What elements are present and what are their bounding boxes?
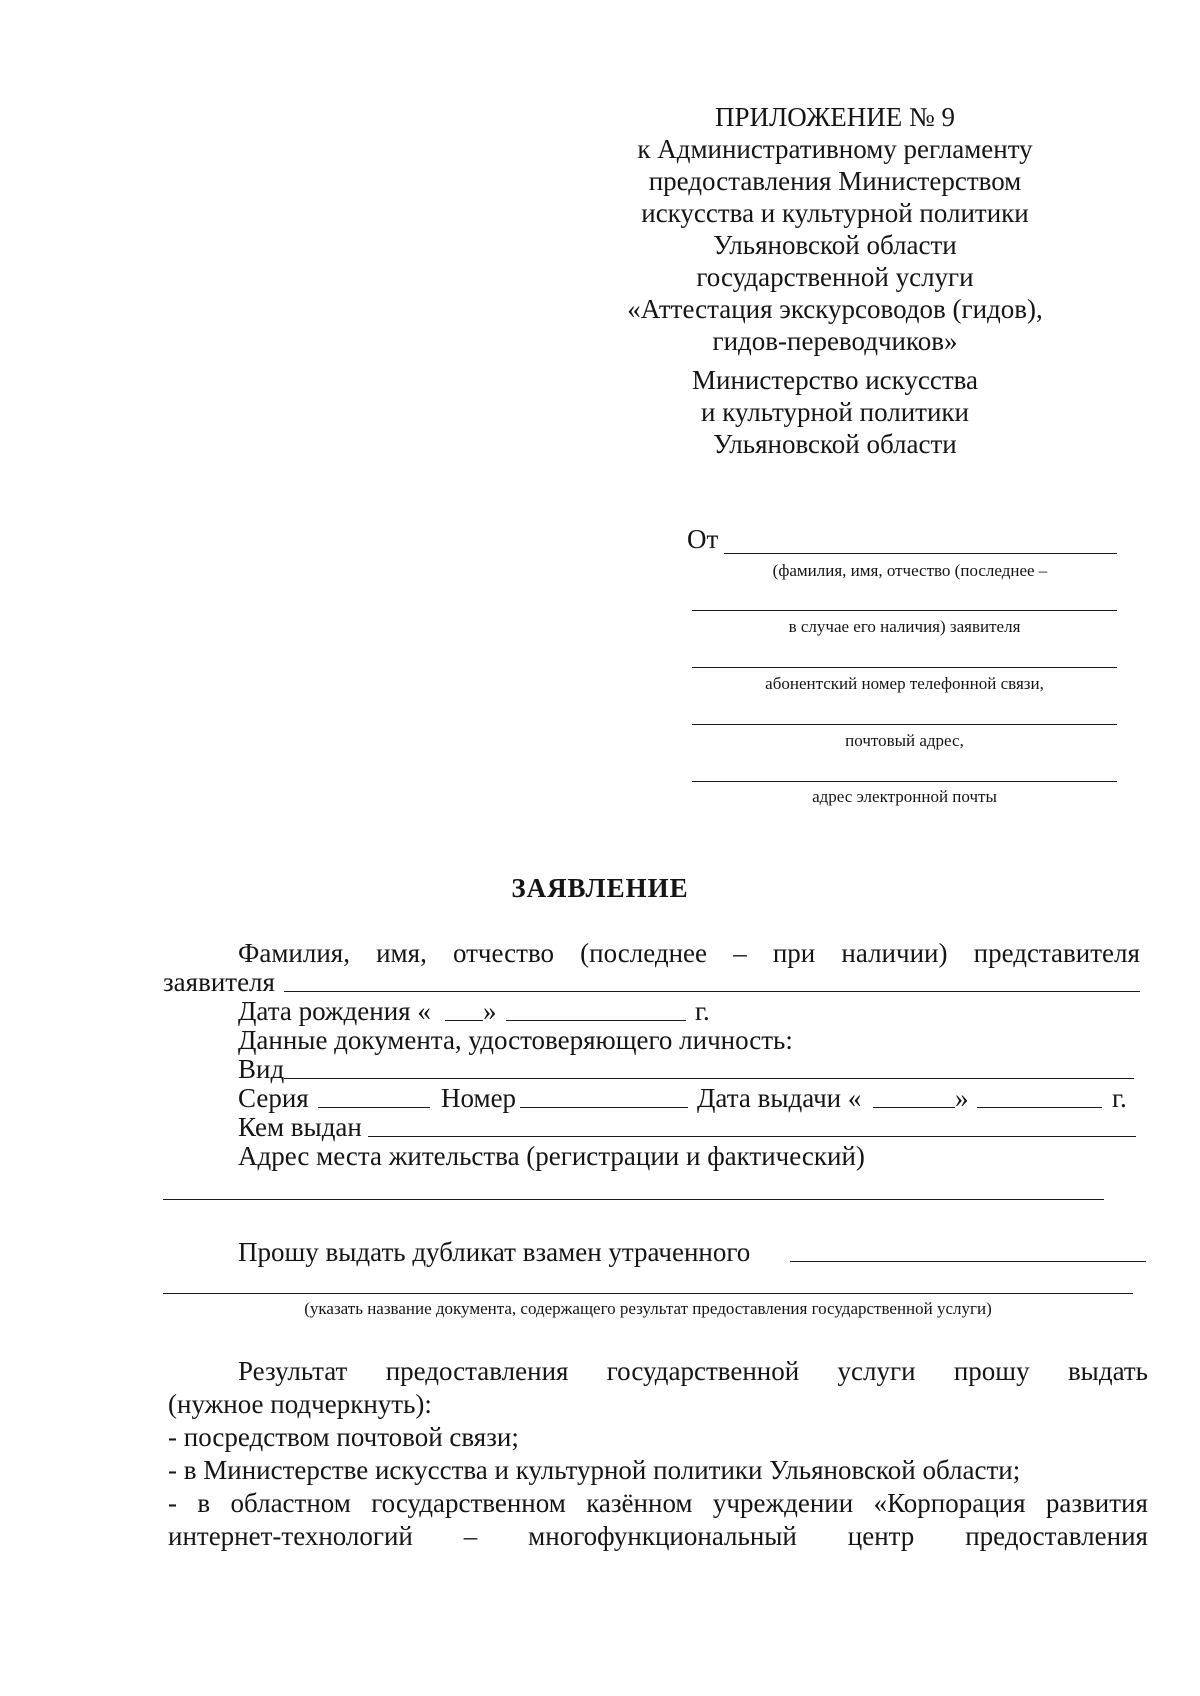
issued-by-label: Кем выдан [238, 1112, 362, 1142]
birth-date-quote: » [483, 996, 497, 1026]
appendix-block [610, 101, 1060, 357]
appendix-line: к Административному регламенту [637, 134, 1033, 164]
recipient-block [610, 364, 1060, 460]
recipient-line: и культурной политики [701, 397, 969, 427]
word: в [197, 1488, 211, 1518]
word: государственной [606, 1356, 800, 1386]
word: Фамилия, [238, 938, 350, 968]
appendix-line: ПРИЛОЖЕНИЕ № 9 [714, 102, 956, 132]
option-post[interactable]: - посредством почтовой связи; [168, 1422, 519, 1452]
word: (последнее [580, 938, 708, 968]
representative-name-field[interactable] [284, 991, 1140, 992]
word: отчество [452, 938, 555, 968]
applicant-caption: абонентский номер телефонной связи, [765, 674, 1044, 693]
option-mfc-line-2 [168, 1520, 1148, 1552]
word: выдать [1067, 1356, 1148, 1386]
birth-month-field[interactable] [506, 1020, 686, 1021]
applicant-caption: адрес электронной почты [812, 787, 997, 806]
word: государственном [371, 1488, 566, 1518]
issued-by-field[interactable] [368, 1136, 1136, 1137]
issue-date-quote: » [955, 1083, 969, 1113]
email-field[interactable] [692, 781, 1117, 782]
series-field[interactable] [318, 1107, 430, 1108]
id-document-heading: Данные документа, удостоверяющего личность: [238, 1025, 793, 1055]
word: областном [230, 1488, 351, 1518]
applicant-caption: почтовый адрес, [845, 731, 964, 750]
document-kind-label: Вид [238, 1054, 285, 1084]
option-ministry[interactable]: - в Министерстве искусства и культурной политики Ульяновской области; [168, 1455, 1021, 1485]
series-label: Серия [238, 1083, 309, 1113]
option-mfc[interactable] [168, 1487, 1148, 1519]
appendix-line: Ульяновской области [713, 230, 957, 260]
postal-address-field[interactable] [692, 724, 1117, 725]
appendix-line: гидов-переводчиков» [712, 326, 958, 356]
address-label: Адрес места жительства (регистрации и фактический) [238, 1141, 865, 1171]
birth-day-field[interactable] [445, 1020, 483, 1021]
duplicate-request: Прошу выдать дубликат взамен утраченного [238, 1237, 751, 1267]
birth-year-suffix: г. [695, 996, 710, 1026]
applicant-name-field[interactable] [724, 553, 1117, 554]
statement-title: ЗАЯВЛЕНИЕ [511, 873, 689, 903]
word: прошу [953, 1356, 1030, 1386]
duplicate-caption: (указать название документа, содержащего результат предоставления государственной услуги) [304, 1299, 992, 1318]
number-field[interactable] [520, 1107, 688, 1108]
document-kind-field[interactable] [284, 1078, 1134, 1079]
word: казённом [586, 1488, 693, 1518]
word: имя, [376, 938, 427, 968]
phone-field[interactable] [692, 667, 1117, 668]
word: учреждении [712, 1488, 854, 1518]
appendix-line: предоставления Министерством [648, 166, 1022, 196]
word: – [733, 938, 747, 968]
applicant-name-field-continued[interactable] [692, 610, 1117, 611]
underline-note: (нужное подчеркнуть): [168, 1389, 432, 1419]
issue-day-field[interactable] [873, 1107, 955, 1108]
birth-date-label: Дата рождения « [238, 996, 431, 1026]
issue-date-label: Дата выдачи « [697, 1083, 862, 1113]
applicant-caption: в случае его наличия) заявителя [788, 617, 1021, 636]
word: предоставления [965, 1521, 1148, 1551]
result-line [238, 1355, 1148, 1387]
word: наличии) [841, 938, 948, 968]
representative-line-2: заявителя [163, 967, 275, 997]
word: «Корпорация [873, 1488, 1026, 1518]
word: Результат [238, 1356, 348, 1386]
appendix-line: искусства и культурной политики [641, 198, 1029, 228]
word: – [463, 1521, 478, 1551]
recipient-line: Ульяновской области [713, 429, 957, 459]
appendix-line: государственной услуги [696, 262, 974, 292]
word: представителя [973, 938, 1140, 968]
word: центр [847, 1521, 915, 1551]
duplicate-document-field-continued[interactable] [163, 1293, 1133, 1294]
from-label: От [687, 524, 719, 554]
word: услуги [837, 1356, 916, 1386]
word: предоставления [385, 1356, 569, 1386]
issue-year-suffix: г. [1112, 1083, 1127, 1113]
recipient-line: Министерство искусства [691, 365, 979, 395]
address-field[interactable] [163, 1199, 1104, 1200]
number-label: Номер [441, 1083, 517, 1113]
word: - [168, 1488, 177, 1518]
representative-line [238, 937, 1140, 969]
duplicate-document-field[interactable] [790, 1261, 1146, 1262]
applicant-caption: (фамилия, имя, отчество (последнее – [772, 561, 1048, 580]
issue-month-field[interactable] [977, 1107, 1102, 1108]
word: при [772, 938, 816, 968]
appendix-line: «Аттестация экскурсоводов (гидов), [627, 294, 1043, 324]
word: развития [1045, 1488, 1148, 1518]
word: многофункциональный [528, 1521, 797, 1551]
word: интернет-технологий [168, 1521, 413, 1551]
